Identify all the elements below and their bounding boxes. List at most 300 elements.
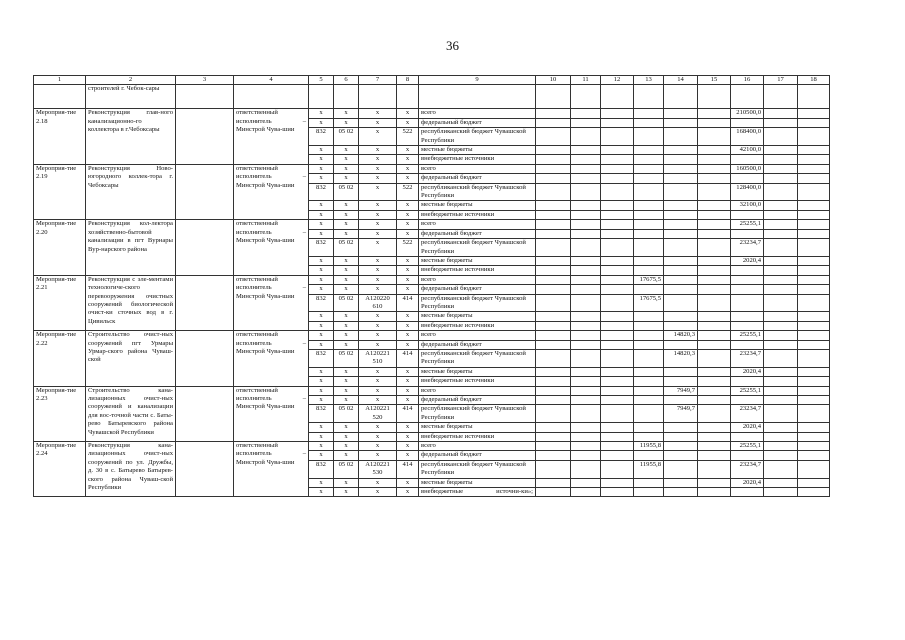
amount-col10 xyxy=(536,239,571,257)
x-mark: x xyxy=(359,396,397,405)
x-mark: x xyxy=(397,442,419,451)
continuation-empty-cell xyxy=(359,85,397,109)
column-number-2: 2 xyxy=(86,76,176,85)
column-number-7: 7 xyxy=(359,76,397,85)
amount-col10 xyxy=(536,432,571,441)
amount-col10 xyxy=(536,340,571,349)
amount-col10 xyxy=(536,405,571,423)
amount-col15 xyxy=(698,210,731,219)
amount-col17 xyxy=(764,396,798,405)
amount-col14 xyxy=(664,155,698,164)
page-number: 36 xyxy=(446,38,459,53)
funding-source-vsego: всего xyxy=(419,164,536,173)
amount-col10 xyxy=(536,256,571,265)
x-mark: x xyxy=(334,377,359,386)
amount-col10 xyxy=(536,118,571,127)
amount-col15 xyxy=(698,109,731,118)
funding-source-vsego: всего xyxy=(419,220,536,229)
funding-source-republic: республиканский бюджет Чувашской Республики xyxy=(419,128,536,146)
amount-col17 xyxy=(764,405,798,423)
budget-code: x xyxy=(359,183,397,201)
amount-col14 xyxy=(664,229,698,238)
amount-col13 xyxy=(634,109,664,118)
amount-col12 xyxy=(601,396,634,405)
x-mark: x xyxy=(334,451,359,460)
amount-col14 xyxy=(664,275,698,284)
column-number-13: 13 xyxy=(634,76,664,85)
amount-col12 xyxy=(601,488,634,497)
amount-col11 xyxy=(571,220,601,229)
amount-col11 xyxy=(571,128,601,146)
amount-col18 xyxy=(798,349,830,367)
column-number-1: 1 xyxy=(34,76,86,85)
x-mark: x xyxy=(359,109,397,118)
budget-code: А120221 520 xyxy=(359,405,397,423)
table-row xyxy=(34,220,830,229)
x-mark: x xyxy=(309,396,334,405)
amount-col12 xyxy=(601,164,634,173)
amount-col15 xyxy=(698,174,731,183)
x-mark: x xyxy=(309,118,334,127)
table-row xyxy=(34,164,830,173)
funding-source-local: местные бюджеты xyxy=(419,256,536,265)
amount-col15 xyxy=(698,285,731,294)
amount-col17 xyxy=(764,432,798,441)
x-mark: x xyxy=(309,432,334,441)
amount-col17 xyxy=(764,128,798,146)
amount-col10 xyxy=(536,367,571,376)
table-row xyxy=(34,386,830,395)
x-mark: x xyxy=(309,109,334,118)
amount-col18 xyxy=(798,256,830,265)
measure-executor: ответственный исполнитель – Минстрой Чува-шии xyxy=(234,109,309,164)
continuation-empty-cell xyxy=(419,85,536,109)
x-mark: x xyxy=(397,201,419,210)
budget-code: 832 xyxy=(309,405,334,423)
column-number-14: 14 xyxy=(664,76,698,85)
measure-id: Мероприя-тие 2.20 xyxy=(34,220,86,275)
measure-name: Реконструкция с эле-ментами технологиче-ского перевооружения очистных сооружений биологической очист-ки сточных вод в г. Цивильск xyxy=(86,275,176,330)
x-mark: x xyxy=(397,210,419,219)
amount-col17 xyxy=(764,367,798,376)
budget-code: 05 02 xyxy=(334,239,359,257)
amount-col15 xyxy=(698,294,731,312)
amount-col16: 160500,0 xyxy=(731,164,764,173)
amount-col18 xyxy=(798,386,830,395)
funding-source-federal: федеральный бюджет xyxy=(419,229,536,238)
amount-col11 xyxy=(571,460,601,478)
funding-source-offbudget: внебюджетные источники xyxy=(419,210,536,219)
budget-table xyxy=(33,75,830,497)
x-mark: x xyxy=(309,164,334,173)
amount-col17 xyxy=(764,256,798,265)
amount-col10 xyxy=(536,460,571,478)
amount-col17 xyxy=(764,275,798,284)
x-mark: x xyxy=(359,266,397,275)
amount-col15 xyxy=(698,340,731,349)
x-mark: x xyxy=(334,164,359,173)
budget-code: 832 xyxy=(309,183,334,201)
continuation-empty-cell xyxy=(698,85,731,109)
amount-col14 xyxy=(664,460,698,478)
amount-col18 xyxy=(798,239,830,257)
x-mark: x xyxy=(397,377,419,386)
amount-col11 xyxy=(571,118,601,127)
x-mark: x xyxy=(309,478,334,487)
column-number-10: 10 xyxy=(536,76,571,85)
amount-col15 xyxy=(698,256,731,265)
amount-col14 xyxy=(664,146,698,155)
amount-col16: 32100,0 xyxy=(731,201,764,210)
amount-col11 xyxy=(571,367,601,376)
amount-col14 xyxy=(664,239,698,257)
funding-source-offbudget: внебюджетные источники xyxy=(419,321,536,330)
x-mark: x xyxy=(397,229,419,238)
amount-col16 xyxy=(731,210,764,219)
amount-col14 xyxy=(664,340,698,349)
amount-col18 xyxy=(798,164,830,173)
table-row xyxy=(34,275,830,284)
amount-col11 xyxy=(571,239,601,257)
budget-code: 832 xyxy=(309,128,334,146)
measure-executor: ответственный исполнитель – Минстрой Чува-шии xyxy=(234,442,309,497)
x-mark: x xyxy=(359,442,397,451)
amount-col18 xyxy=(798,275,830,284)
amount-col18 xyxy=(798,183,830,201)
x-mark: x xyxy=(359,155,397,164)
amount-col17 xyxy=(764,239,798,257)
x-mark: x xyxy=(359,164,397,173)
amount-col13 xyxy=(634,146,664,155)
amount-col12 xyxy=(601,432,634,441)
x-mark: x xyxy=(397,432,419,441)
amount-col14 xyxy=(664,367,698,376)
funding-source-offbudget: внебюджетные источни-ки»; xyxy=(419,488,536,497)
x-mark: x xyxy=(359,275,397,284)
x-mark: x xyxy=(334,396,359,405)
funding-source-offbudget: внебюджетные источники xyxy=(419,266,536,275)
amount-col13 xyxy=(634,396,664,405)
continuation-empty-cell xyxy=(664,85,698,109)
budget-code: 05 02 xyxy=(334,183,359,201)
funding-source-local: местные бюджеты xyxy=(419,146,536,155)
continuation-name-cell: строителей г. Чебок-сары xyxy=(86,85,176,109)
amount-col16 xyxy=(731,174,764,183)
amount-col18 xyxy=(798,478,830,487)
x-mark: x xyxy=(359,478,397,487)
amount-col18 xyxy=(798,266,830,275)
x-mark: x xyxy=(309,367,334,376)
x-mark: x xyxy=(309,488,334,497)
column-number-15: 15 xyxy=(698,76,731,85)
column-number-11: 11 xyxy=(571,76,601,85)
amount-col15 xyxy=(698,396,731,405)
amount-col16: 23234,7 xyxy=(731,349,764,367)
budget-code: А120221 530 xyxy=(359,460,397,478)
amount-col18 xyxy=(798,146,830,155)
x-mark: x xyxy=(359,229,397,238)
continuation-empty-cell xyxy=(634,85,664,109)
budget-code: 832 xyxy=(309,460,334,478)
amount-col13 xyxy=(634,349,664,367)
amount-col11 xyxy=(571,321,601,330)
amount-col18 xyxy=(798,210,830,219)
budget-code: 522 xyxy=(397,128,419,146)
amount-col17 xyxy=(764,155,798,164)
amount-col12 xyxy=(601,210,634,219)
amount-col17 xyxy=(764,488,798,497)
amount-col11 xyxy=(571,432,601,441)
amount-col10 xyxy=(536,128,571,146)
amount-col14 xyxy=(664,442,698,451)
budget-code: 832 xyxy=(309,349,334,367)
measure-id: Мероприя-тие 2.18 xyxy=(34,109,86,164)
amount-col10 xyxy=(536,174,571,183)
amount-col12 xyxy=(601,266,634,275)
amount-col10 xyxy=(536,164,571,173)
amount-col11 xyxy=(571,340,601,349)
continuation-empty-cell xyxy=(571,85,601,109)
x-mark: x xyxy=(334,118,359,127)
funding-source-federal: федеральный бюджет xyxy=(419,396,536,405)
x-mark: x xyxy=(397,386,419,395)
amount-col14 xyxy=(664,210,698,219)
amount-col17 xyxy=(764,210,798,219)
amount-col14 xyxy=(664,377,698,386)
amount-col16: 23234,7 xyxy=(731,405,764,423)
amount-col10 xyxy=(536,183,571,201)
amount-col10 xyxy=(536,488,571,497)
amount-col12 xyxy=(601,229,634,238)
amount-col16 xyxy=(731,275,764,284)
amount-col12 xyxy=(601,183,634,201)
amount-col13 xyxy=(634,229,664,238)
amount-col10 xyxy=(536,266,571,275)
amount-col12 xyxy=(601,256,634,265)
amount-col12 xyxy=(601,451,634,460)
x-mark: x xyxy=(309,275,334,284)
amount-col11 xyxy=(571,377,601,386)
funding-source-republic: республиканский бюджет Чувашской Республики xyxy=(419,349,536,367)
column-number-4: 4 xyxy=(234,76,309,85)
amount-col16: 25255,1 xyxy=(731,331,764,340)
amount-col18 xyxy=(798,294,830,312)
amount-col18 xyxy=(798,118,830,127)
x-mark: x xyxy=(397,488,419,497)
amount-col15 xyxy=(698,220,731,229)
amount-col11 xyxy=(571,155,601,164)
amount-col10 xyxy=(536,229,571,238)
funding-source-vsego: всего xyxy=(419,331,536,340)
measure-name: Реконструкция кана-лизационных очист-ных сооружений по ул. Дружбы, д. 30 в с. Батырево Батырев-ского района Чуваш-ской Республики xyxy=(86,442,176,497)
x-mark: x xyxy=(309,155,334,164)
x-mark: x xyxy=(334,201,359,210)
amount-col12 xyxy=(601,220,634,229)
amount-col13 xyxy=(634,488,664,497)
amount-col15 xyxy=(698,128,731,146)
amount-col15 xyxy=(698,275,731,284)
amount-col13 xyxy=(634,312,664,321)
amount-col16: 25255,1 xyxy=(731,386,764,395)
measure-name: Реконструкция глав-ного канализационно-го коллектора в г.Чебоксары xyxy=(86,109,176,164)
measure-col3 xyxy=(176,109,234,164)
amount-col10 xyxy=(536,377,571,386)
amount-col11 xyxy=(571,312,601,321)
x-mark: x xyxy=(359,174,397,183)
amount-col12 xyxy=(601,128,634,146)
amount-col17 xyxy=(764,118,798,127)
amount-col12 xyxy=(601,201,634,210)
amount-col13 xyxy=(634,423,664,432)
amount-col10 xyxy=(536,109,571,118)
amount-col18 xyxy=(798,128,830,146)
amount-col17 xyxy=(764,460,798,478)
amount-col15 xyxy=(698,451,731,460)
x-mark: x xyxy=(334,229,359,238)
funding-source-republic: республиканский бюджет Чувашской Республики xyxy=(419,460,536,478)
x-mark: x xyxy=(359,321,397,330)
amount-col11 xyxy=(571,488,601,497)
amount-col18 xyxy=(798,423,830,432)
amount-col18 xyxy=(798,405,830,423)
amount-col17 xyxy=(764,183,798,201)
amount-col11 xyxy=(571,386,601,395)
amount-col18 xyxy=(798,460,830,478)
amount-col13 xyxy=(634,285,664,294)
budget-code: 414 xyxy=(397,349,419,367)
amount-col10 xyxy=(536,285,571,294)
continuation-empty-cell xyxy=(234,85,309,109)
amount-col14 xyxy=(664,109,698,118)
amount-col14 xyxy=(664,183,698,201)
amount-col12 xyxy=(601,312,634,321)
amount-col13 xyxy=(634,377,664,386)
measure-col3 xyxy=(176,220,234,275)
amount-col17 xyxy=(764,331,798,340)
amount-col13: 17675,5 xyxy=(634,275,664,284)
funding-source-federal: федеральный бюджет xyxy=(419,451,536,460)
amount-col10 xyxy=(536,451,571,460)
amount-col16: 2020,4 xyxy=(731,256,764,265)
funding-source-federal: федеральный бюджет xyxy=(419,285,536,294)
amount-col10 xyxy=(536,442,571,451)
amount-col16: 128400,0 xyxy=(731,183,764,201)
amount-col17 xyxy=(764,442,798,451)
amount-col14 xyxy=(664,201,698,210)
amount-col14 xyxy=(664,164,698,173)
amount-col14: 7949,7 xyxy=(664,386,698,395)
x-mark: x xyxy=(309,146,334,155)
funding-source-local: местные бюджеты xyxy=(419,478,536,487)
amount-col11 xyxy=(571,266,601,275)
amount-col11 xyxy=(571,349,601,367)
measure-name: Строительство очист-ных сооружений пгт Урмары Урмар-ского района Чуваш-ской xyxy=(86,331,176,386)
continuation-empty-cell xyxy=(731,85,764,109)
x-mark: x xyxy=(359,488,397,497)
funding-source-local: местные бюджеты xyxy=(419,367,536,376)
budget-code: 414 xyxy=(397,405,419,423)
x-mark: x xyxy=(309,174,334,183)
amount-col11 xyxy=(571,201,601,210)
x-mark: x xyxy=(359,118,397,127)
amount-col15 xyxy=(698,442,731,451)
continuation-empty-cell xyxy=(798,85,830,109)
amount-col18 xyxy=(798,432,830,441)
x-mark: x xyxy=(309,451,334,460)
column-number-3: 3 xyxy=(176,76,234,85)
amount-col16: 25255,1 xyxy=(731,220,764,229)
budget-code: 414 xyxy=(397,294,419,312)
x-mark: x xyxy=(359,285,397,294)
amount-col17 xyxy=(764,174,798,183)
amount-col14 xyxy=(664,285,698,294)
funding-source-federal: федеральный бюджет xyxy=(419,340,536,349)
amount-col13 xyxy=(634,183,664,201)
amount-col10 xyxy=(536,210,571,219)
amount-col13 xyxy=(634,239,664,257)
amount-col12 xyxy=(601,275,634,284)
x-mark: x xyxy=(309,285,334,294)
amount-col17 xyxy=(764,164,798,173)
amount-col15 xyxy=(698,201,731,210)
funding-source-offbudget: внебюджетные источники xyxy=(419,155,536,164)
amount-col10 xyxy=(536,478,571,487)
amount-col11 xyxy=(571,405,601,423)
amount-col10 xyxy=(536,146,571,155)
amount-col12 xyxy=(601,321,634,330)
x-mark: x xyxy=(397,146,419,155)
funding-source-republic: республиканский бюджет Чувашской Республики xyxy=(419,183,536,201)
x-mark: x xyxy=(397,256,419,265)
budget-code: 414 xyxy=(397,460,419,478)
table-row xyxy=(34,331,830,340)
amount-col15 xyxy=(698,266,731,275)
amount-col16 xyxy=(731,155,764,164)
x-mark: x xyxy=(359,331,397,340)
column-number-9: 9 xyxy=(419,76,536,85)
x-mark: x xyxy=(309,340,334,349)
amount-col17 xyxy=(764,386,798,395)
amount-col15 xyxy=(698,229,731,238)
amount-col12 xyxy=(601,118,634,127)
amount-col18 xyxy=(798,340,830,349)
x-mark: x xyxy=(359,386,397,395)
amount-col16 xyxy=(731,340,764,349)
continuation-empty-cell xyxy=(601,85,634,109)
budget-code: 05 02 xyxy=(334,349,359,367)
x-mark: x xyxy=(309,312,334,321)
amount-col15 xyxy=(698,331,731,340)
amount-col16: 210500,0 xyxy=(731,109,764,118)
x-mark: x xyxy=(334,423,359,432)
budget-code: 832 xyxy=(309,294,334,312)
table-row xyxy=(34,442,830,451)
amount-col17 xyxy=(764,294,798,312)
x-mark: x xyxy=(359,256,397,265)
amount-col17 xyxy=(764,229,798,238)
amount-col13 xyxy=(634,331,664,340)
amount-col16 xyxy=(731,488,764,497)
amount-col14 xyxy=(664,488,698,497)
x-mark: x xyxy=(359,210,397,219)
funding-source-republic: республиканский бюджет Чувашской Республики xyxy=(419,239,536,257)
amount-col13 xyxy=(634,340,664,349)
amount-col17 xyxy=(764,109,798,118)
amount-col10 xyxy=(536,349,571,367)
measure-name: Реконструкция Ново-югородного коллек-тора г. Чебоксары xyxy=(86,164,176,219)
amount-col10 xyxy=(536,294,571,312)
amount-col12 xyxy=(601,405,634,423)
